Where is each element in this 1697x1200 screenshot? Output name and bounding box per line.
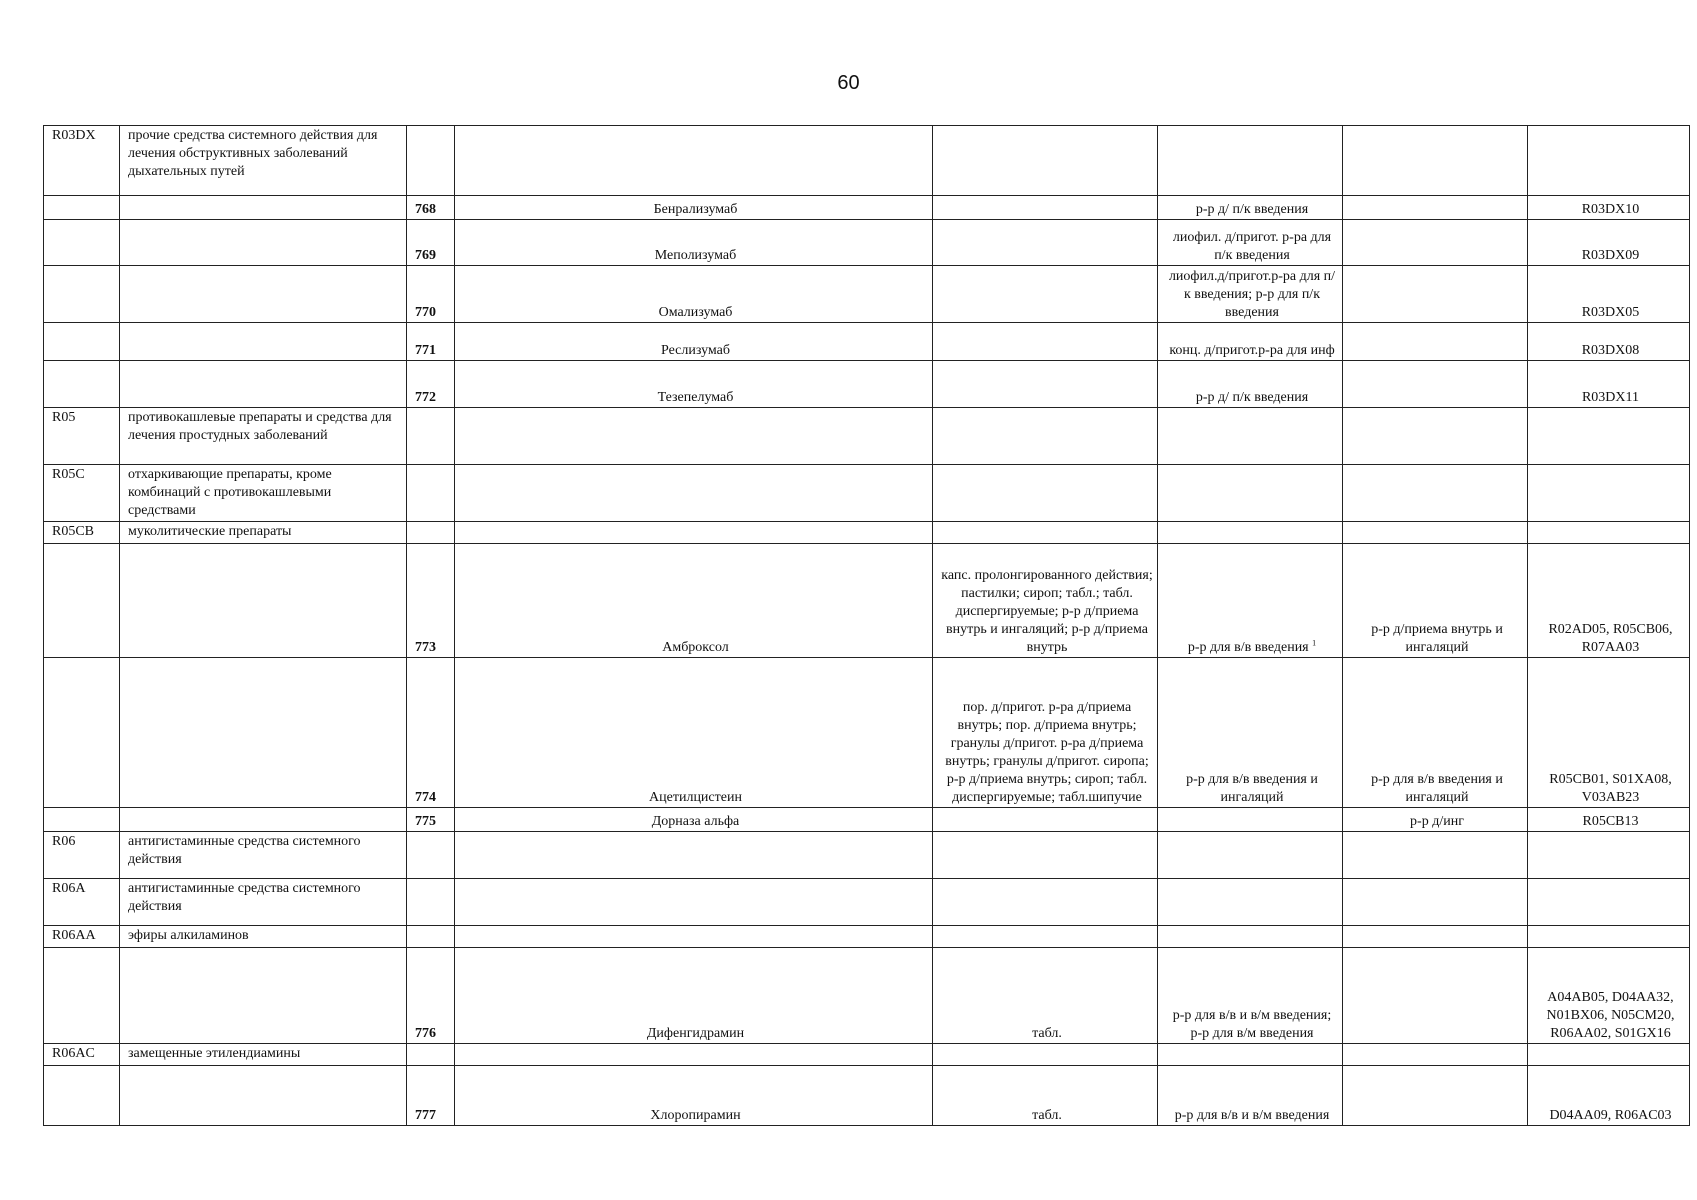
row-atc-codes-text: R03DX11	[1581, 390, 1640, 405]
row-group-name	[120, 544, 407, 658]
row-drug-name-text: Бенрализумаб	[653, 202, 738, 217]
row-atc-codes	[1528, 926, 1690, 948]
group-row	[44, 522, 1690, 544]
drug-table	[43, 125, 1690, 1126]
row-number	[407, 361, 455, 408]
drug-row	[44, 658, 1690, 808]
row-drug-name	[455, 832, 933, 879]
row-forms-other	[1343, 1066, 1528, 1126]
row-number-text: 770	[415, 305, 436, 320]
row-code	[44, 408, 120, 465]
row-forms-injection	[1158, 323, 1343, 361]
row-drug-name-text: Амброксол	[662, 640, 729, 655]
row-atc-codes	[1528, 323, 1690, 361]
row-group-name-text: прочие средства системного действия для лечения обструктивных заболеваний дыхательных путей	[128, 128, 378, 179]
row-forms-other	[1343, 220, 1528, 266]
row-forms-oral	[933, 832, 1158, 879]
row-drug-name-text: Дифенгидрамин	[646, 1026, 745, 1041]
row-forms-other	[1343, 544, 1528, 658]
row-drug-name	[455, 465, 933, 522]
row-atc-codes-text: R05CB13	[1582, 814, 1639, 829]
drug-row	[44, 544, 1690, 658]
row-drug-name	[455, 361, 933, 408]
row-forms-other	[1343, 879, 1528, 926]
row-forms-injection	[1158, 1066, 1343, 1126]
row-code-text: R06AA	[52, 928, 96, 943]
row-forms-injection	[1158, 1044, 1343, 1066]
row-atc-codes	[1528, 196, 1690, 220]
row-atc-codes	[1528, 832, 1690, 879]
row-code	[44, 544, 120, 658]
row-group-name	[120, 126, 407, 196]
row-code-text: R06A	[52, 881, 86, 896]
row-number	[407, 126, 455, 196]
row-forms-oral	[933, 658, 1158, 808]
row-forms-oral	[933, 465, 1158, 522]
row-atc-codes	[1528, 266, 1690, 323]
row-group-name-text: противокашлевые препараты и средства для лечения простудных заболеваний	[128, 410, 392, 443]
row-group-name	[120, 522, 407, 544]
row-atc-codes	[1528, 126, 1690, 196]
row-group-name	[120, 323, 407, 361]
row-atc-codes-text: R03DX05	[1581, 305, 1640, 320]
row-number-text: 769	[415, 248, 436, 263]
row-group-name-text: отхаркивающие препараты, кроме комбинаций с противокашлевыми средствами	[128, 467, 332, 518]
row-atc-codes	[1528, 808, 1690, 832]
row-number-text: 774	[415, 790, 436, 805]
row-group-name-text: замещенные этилендиамины	[128, 1046, 301, 1061]
row-forms-other	[1343, 465, 1528, 522]
row-forms-oral	[933, 196, 1158, 220]
row-code	[44, 948, 120, 1044]
row-forms-other	[1343, 808, 1528, 832]
row-code	[44, 808, 120, 832]
row-atc-codes	[1528, 408, 1690, 465]
row-forms-injection-text: лиофил. д/пригот. р-ра для п/к введения	[1172, 230, 1332, 263]
row-forms-oral	[933, 220, 1158, 266]
row-drug-name-text: Ацетилцистеин	[649, 790, 742, 805]
row-number	[407, 658, 455, 808]
row-forms-other	[1343, 266, 1528, 323]
drug-row	[44, 808, 1690, 832]
row-forms-injection-text: р-р д/ п/к введения	[1195, 202, 1309, 217]
row-forms-injection	[1158, 522, 1343, 544]
group-row	[44, 126, 1690, 196]
row-forms-other	[1343, 323, 1528, 361]
row-atc-codes-text: A04AB05, D04AA32, N01BX06, N05CM20, R06AA02, S01GX16	[1546, 990, 1675, 1041]
row-group-name	[120, 879, 407, 926]
row-drug-name	[455, 544, 933, 658]
row-number	[407, 408, 455, 465]
row-forms-other	[1343, 926, 1528, 948]
row-number-text: 771	[415, 343, 436, 358]
row-drug-name-text: Омализумаб	[658, 305, 733, 320]
row-number-text: 775	[415, 814, 436, 829]
footnote-marker: 1	[1312, 638, 1317, 648]
row-drug-name-text: Хлоропирамин	[650, 1108, 741, 1123]
row-forms-other	[1343, 126, 1528, 196]
row-forms-oral	[933, 879, 1158, 926]
row-atc-codes	[1528, 522, 1690, 544]
row-forms-injection	[1158, 196, 1343, 220]
row-drug-name-text: Меполизумаб	[654, 248, 737, 263]
row-forms-oral	[933, 948, 1158, 1044]
row-forms-injection	[1158, 948, 1343, 1044]
row-forms-other	[1343, 1044, 1528, 1066]
row-code	[44, 220, 120, 266]
row-group-name	[120, 266, 407, 323]
row-atc-codes	[1528, 948, 1690, 1044]
row-number	[407, 220, 455, 266]
row-code	[44, 926, 120, 948]
drug-row	[44, 323, 1690, 361]
row-atc-codes	[1528, 361, 1690, 408]
group-row	[44, 465, 1690, 522]
row-forms-other	[1343, 658, 1528, 808]
group-row	[44, 926, 1690, 948]
row-forms-injection	[1158, 408, 1343, 465]
row-forms-other-text: р-р д/приема внутрь и ингаляций	[1371, 622, 1503, 655]
row-code	[44, 196, 120, 220]
row-number-text: 772	[415, 390, 436, 405]
row-code-text: R05C	[52, 467, 85, 482]
row-number-text: 777	[415, 1108, 436, 1123]
row-forms-injection	[1158, 832, 1343, 879]
row-code	[44, 522, 120, 544]
row-group-name	[120, 1044, 407, 1066]
row-number	[407, 832, 455, 879]
row-forms-oral	[933, 361, 1158, 408]
row-forms-other-text: р-р для в/в введения и ингаляций	[1371, 772, 1503, 805]
row-atc-codes-text: R03DX08	[1581, 343, 1640, 358]
row-forms-other	[1343, 361, 1528, 408]
row-atc-codes	[1528, 220, 1690, 266]
drug-row	[44, 948, 1690, 1044]
row-forms-injection	[1158, 808, 1343, 832]
row-group-name-text: антигистаминные средства системного действия	[128, 881, 361, 914]
row-drug-name	[455, 808, 933, 832]
row-atc-codes	[1528, 1066, 1690, 1126]
row-number	[407, 522, 455, 544]
row-forms-oral	[933, 408, 1158, 465]
row-drug-name-text: Тезепелумаб	[657, 390, 734, 405]
row-forms-oral	[933, 126, 1158, 196]
row-drug-name	[455, 658, 933, 808]
row-group-name	[120, 926, 407, 948]
group-row	[44, 408, 1690, 465]
row-forms-oral-text: пор. д/пригот. р-ра д/приема внутрь; пор. д/приема внутрь; гранулы д/пригот. р-ра д/приема внутрь; гранулы д/пригот. сиропа; р-р д/приема внутрь; сироп; табл. диспергируемые; табл.шипучие	[945, 700, 1149, 805]
row-forms-other	[1343, 832, 1528, 879]
row-number-text: 776	[415, 1026, 436, 1041]
drug-row	[44, 266, 1690, 323]
row-forms-oral	[933, 926, 1158, 948]
row-group-name	[120, 1066, 407, 1126]
row-drug-name	[455, 522, 933, 544]
drug-row	[44, 1066, 1690, 1126]
page-number: 60	[837, 72, 860, 94]
row-number	[407, 926, 455, 948]
row-code	[44, 465, 120, 522]
row-drug-name	[455, 266, 933, 323]
row-group-name	[120, 465, 407, 522]
row-group-name	[120, 948, 407, 1044]
row-forms-injection	[1158, 465, 1343, 522]
drug-row	[44, 196, 1690, 220]
row-atc-codes-text: D04AA09, R06AC03	[1549, 1108, 1672, 1123]
row-number	[407, 323, 455, 361]
group-row	[44, 1044, 1690, 1066]
row-number	[407, 196, 455, 220]
row-forms-oral-text: табл.	[1032, 1026, 1062, 1041]
row-atc-codes	[1528, 465, 1690, 522]
row-drug-name	[455, 948, 933, 1044]
row-forms-oral-text: табл.	[1032, 1108, 1062, 1123]
row-code-text: R05	[52, 410, 76, 425]
group-row	[44, 832, 1690, 879]
row-drug-name-text: Реслизумаб	[660, 343, 730, 358]
row-drug-name	[455, 1066, 933, 1126]
row-code	[44, 1044, 120, 1066]
row-forms-injection	[1158, 220, 1343, 266]
row-code-text: R06	[52, 834, 76, 849]
row-forms-other	[1343, 948, 1528, 1044]
row-code	[44, 126, 120, 196]
row-number	[407, 879, 455, 926]
row-group-name	[120, 832, 407, 879]
row-group-name-text: муколитические препараты	[128, 524, 292, 539]
row-group-name	[120, 196, 407, 220]
row-drug-name	[455, 196, 933, 220]
row-group-name-text: эфиры алкиламинов	[128, 928, 249, 943]
row-forms-injection	[1158, 266, 1343, 323]
row-forms-injection-text: лиофил.д/пригот.р-ра для п/к введения; р-р для п/к введения	[1168, 269, 1336, 320]
row-forms-other-text: р-р д/инг	[1410, 814, 1464, 829]
row-forms-other	[1343, 196, 1528, 220]
row-code	[44, 879, 120, 926]
row-forms-injection-text: р-р д/ п/к введения	[1195, 390, 1309, 405]
row-forms-oral	[933, 808, 1158, 832]
row-number-text: 768	[415, 202, 436, 217]
row-code-text: R06AC	[52, 1046, 95, 1061]
row-forms-injection-text: р-р для в/в введения и ингаляций	[1186, 772, 1318, 805]
row-forms-injection	[1158, 658, 1343, 808]
row-number	[407, 544, 455, 658]
drug-row	[44, 361, 1690, 408]
row-forms-injection-text: р-р для в/в и в/м введения	[1174, 1108, 1330, 1123]
row-forms-oral	[933, 266, 1158, 323]
row-code	[44, 361, 120, 408]
row-atc-codes-text: R02AD05, R05CB06, R07AA03	[1548, 622, 1673, 655]
row-forms-injection	[1158, 361, 1343, 408]
row-forms-oral	[933, 323, 1158, 361]
row-group-name	[120, 220, 407, 266]
row-number-text: 773	[415, 640, 436, 655]
row-code	[44, 266, 120, 323]
row-number	[407, 948, 455, 1044]
row-forms-injection-text: конц. д/пригот.р-ра для инф	[1169, 343, 1335, 358]
row-atc-codes-text: R03DX09	[1581, 248, 1640, 263]
row-drug-name	[455, 220, 933, 266]
group-row	[44, 879, 1690, 926]
row-drug-name	[455, 1044, 933, 1066]
row-number	[407, 1066, 455, 1126]
row-forms-other	[1343, 522, 1528, 544]
drug-row	[44, 220, 1690, 266]
row-code	[44, 323, 120, 361]
row-atc-codes	[1528, 544, 1690, 658]
row-drug-name	[455, 879, 933, 926]
row-forms-injection	[1158, 126, 1343, 196]
row-atc-codes	[1528, 658, 1690, 808]
row-number	[407, 1044, 455, 1066]
row-forms-oral-text: капс. пролонгированного действия; пастилки; сироп; табл.; табл. диспергируемые; р-р д/приема внутрь и ингаляций; р-р д/приема внутрь	[941, 568, 1153, 655]
row-group-name	[120, 408, 407, 465]
row-group-name	[120, 361, 407, 408]
row-forms-oral	[933, 522, 1158, 544]
row-atc-codes	[1528, 879, 1690, 926]
row-forms-oral	[933, 1044, 1158, 1066]
row-atc-codes-text: R05CB01, S01XA08, V03AB23	[1549, 772, 1672, 805]
row-forms-injection	[1158, 879, 1343, 926]
row-atc-codes	[1528, 1044, 1690, 1066]
row-forms-oral	[933, 544, 1158, 658]
row-code	[44, 832, 120, 879]
row-code	[44, 658, 120, 808]
row-code	[44, 1066, 120, 1126]
row-atc-codes-text: R03DX10	[1581, 202, 1640, 217]
row-drug-name	[455, 126, 933, 196]
row-number	[407, 266, 455, 323]
row-group-name	[120, 658, 407, 808]
row-number	[407, 808, 455, 832]
row-forms-injection	[1158, 926, 1343, 948]
row-forms-injection-text: р-р для в/в введения	[1187, 640, 1309, 655]
row-forms-oral	[933, 1066, 1158, 1126]
row-number	[407, 465, 455, 522]
row-drug-name	[455, 323, 933, 361]
row-group-name	[120, 808, 407, 832]
row-forms-injection	[1158, 544, 1343, 658]
row-forms-injection-text: р-р для в/в и в/м введения; р-р для в/м введения	[1172, 1008, 1332, 1041]
row-drug-name	[455, 926, 933, 948]
row-drug-name-text: Дорназа альфа	[651, 814, 740, 829]
row-code-text: R03DX	[52, 128, 96, 143]
row-forms-other	[1343, 408, 1528, 465]
row-drug-name	[455, 408, 933, 465]
row-group-name-text: антигистаминные средства системного действия	[128, 834, 361, 867]
row-code-text: R05CB	[52, 524, 95, 539]
